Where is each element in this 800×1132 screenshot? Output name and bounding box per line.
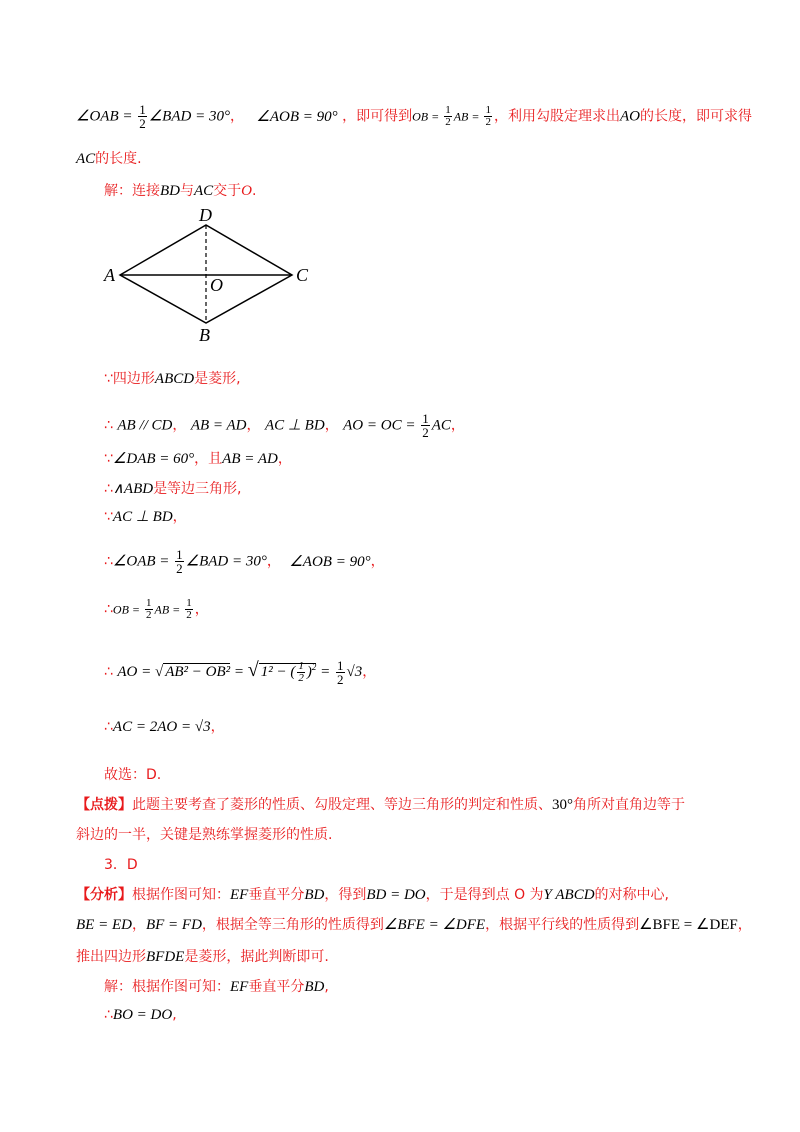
intro-line-2: AC的长度. — [76, 151, 142, 167]
label-c: C — [296, 265, 309, 285]
label-a: A — [104, 265, 115, 285]
q3-analysis-1: 【分析】根据作图可知：EF垂直平分BD，得到BD = DO，于是得到点 O 为Y ABCD的对称中心, — [76, 887, 669, 903]
comment-line-2: 斜边的一半，关键是熟练掌握菱形的性质. — [76, 827, 333, 843]
q3-solution-1: 解：根据作图可知：EF垂直平分BD, — [104, 979, 329, 995]
step-5: ∵AC ⊥ BD， — [104, 509, 187, 525]
rhombus-figure — [100, 205, 320, 345]
comment-line-1: 【点拨】此题主要考查了菱形的性质、勾股定理、等边三角形的判定和性质、30°角所对直角边等于 — [76, 797, 685, 813]
step-6: ∴∠OAB = $\frac{1}{2}$ ∠BAD = 30°， ∠AOB = 90°， — [104, 547, 385, 576]
solution-intro: 解：连接BD与AC交于O. — [104, 183, 257, 199]
step-4: ∴∧ABD是等边三角形, — [104, 481, 242, 497]
q3-solution-2: ∴BO = DO, — [104, 1007, 177, 1023]
fraction-half: $\frac{1}{2}$ — [139, 102, 146, 131]
step-7: ∴OB = $\frac{1}{2}$ AB = $\frac{1}{2}$ ， — [104, 597, 209, 621]
step-9: ∴AC = 2AO = √3， — [104, 719, 225, 735]
sqrt-expression: 1² − ( $\frac{1}{2}$ )$^2$ — [260, 660, 317, 685]
q3-number: 3．D — [104, 857, 138, 873]
step-8: ∴ AO = √ AB² − OB² = √ 1² − ( $\frac{1}{2}$ )$^2$ = $\frac{1}{2}$ √3， — [104, 657, 377, 687]
step-2: ∴ AB // CD， AB = AD， AC ⊥ BD， AO = OC = $\frac{1}{2}$ AC， — [104, 411, 465, 440]
label-o: O — [210, 275, 223, 295]
answer-line: 故选：D. — [104, 767, 162, 783]
step-3: ∵∠DAB = 60°，且AB = AD， — [104, 451, 292, 467]
label-d: D — [199, 205, 212, 225]
intro-line-1: ∠OAB = $\frac{1}{2}$ ∠BAD = 30°， ∠AOB = 90° ，即可得到OB = $\frac{1}{2}$ AB = $\frac{1}{2}$ ，利用勾股定理求出AO的长度，即可求得 — [76, 102, 752, 131]
q3-analysis-3: 推出四边形BFDE是菱形，据此判断即可. — [76, 949, 329, 965]
step-1: ∵四边形ABCD是菱形, — [104, 371, 241, 387]
q3-analysis-2: BE = ED，BF = FD，根据全等三角形的性质得到∠BFE = ∠DFE，根据平行线的性质得到∠BFE = ∠DEF， — [76, 917, 752, 933]
label-b: B — [199, 325, 210, 345]
